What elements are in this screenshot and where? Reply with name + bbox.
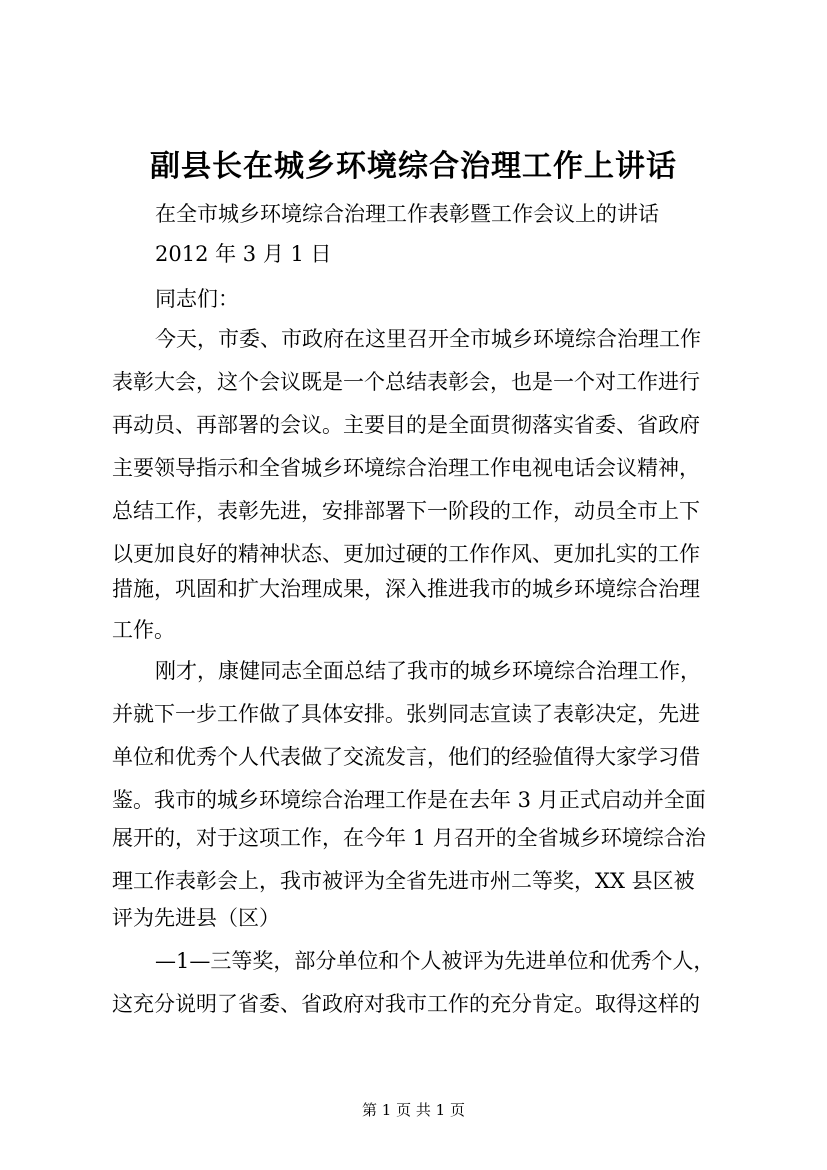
body-line: 评为先进县（区） — [112, 906, 280, 930]
body-line: 工作。 — [112, 618, 175, 642]
body-line: 表彰大会，这个会议既是一个总结表彰会，也是一个对工作进行 — [112, 370, 700, 394]
body-line: 刚才，康健同志全面总结了我市的城乡环境综合治理工作， — [155, 659, 701, 683]
document-title: 副县长在城乡环境综合治理工作上讲话 — [150, 149, 677, 184]
body-line: 今天，市委、市政府在这里召开全市城乡环境综合治理工作 — [155, 327, 701, 351]
body-line: 这充分说明了省委、省政府对我市工作的充分肯定。取得这样的 — [112, 992, 700, 1016]
body-line: 以更加良好的精神状态、更加过硬的工作作风、更加扎实的工作 — [112, 542, 700, 566]
body-line: 措施，巩固和扩大治理成果，深入推进我市的城乡环境综合治理 — [112, 577, 700, 601]
page-footer: 第 1 页 共 1 页 — [362, 1101, 465, 1119]
body-line: 鉴。我市的城乡环境综合治理工作是在去年 3 月正式启动并全面 — [112, 788, 706, 812]
body-line: 再动员、再部署的会议。主要目的是全面贯彻落实省委、省政府 — [112, 413, 700, 437]
document-date: 2012 年 3 月 1 日 — [155, 242, 332, 266]
body-line: 单位和优秀个人代表做了交流发言，他们的经验值得大家学习借 — [112, 745, 700, 769]
document-subtitle: 在全市城乡环境综合治理工作表彰暨工作会议上的讲话 — [155, 202, 659, 226]
body-line: 并就下一步工作做了具体安排。张刿同志宣读了表彰决定，先进 — [112, 702, 700, 726]
body-line: 理工作表彰会上，我市被评为全省先进市州二等奖，XX 县区被 — [112, 869, 695, 893]
body-line: —1—三等奖，部分单位和个人被评为先进单位和优秀个人， — [155, 949, 715, 973]
salutation: 同志们： — [155, 287, 239, 311]
body-line: 展开的，对于这项工作，在今年 1 月召开的全省城乡环境综合治 — [112, 826, 706, 850]
body-line: 总结工作，表彰先进，安排部署下一阶段的工作，动员全市上下 — [112, 499, 700, 523]
body-line: 主要领导指示和全省城乡环境综合治理工作电视电话会议精神， — [112, 456, 700, 480]
